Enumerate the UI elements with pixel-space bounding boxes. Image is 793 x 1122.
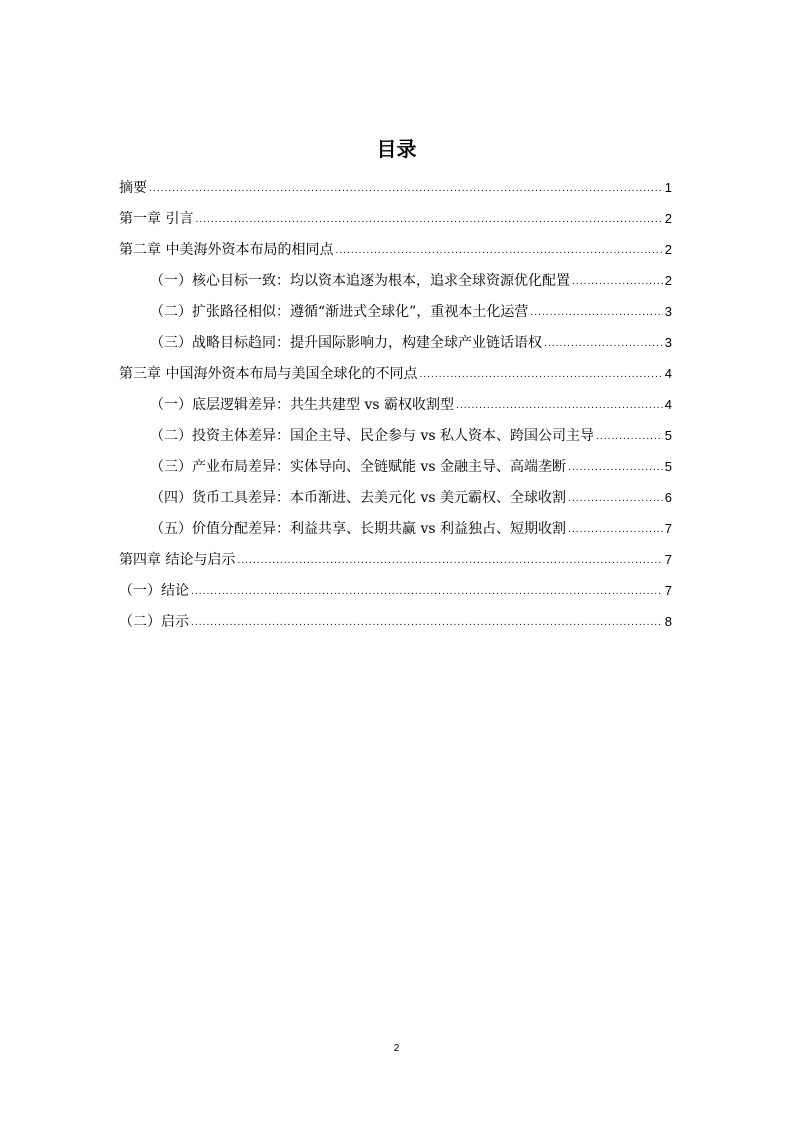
toc-entry-text: （三）产业布局差异：实体导向、全链赋能 vs 金融主导、高端垄断: [150, 459, 566, 475]
toc-entry[interactable]: [119, 544, 672, 575]
toc-entry-text: 第一章 引言: [119, 211, 194, 227]
toc-entry-page: 5: [664, 428, 672, 443]
toc-leader-dots: [335, 236, 662, 267]
toc-entry[interactable]: [119, 172, 672, 203]
toc-entry[interactable]: [119, 296, 672, 327]
toc-entry-page: 7: [664, 521, 672, 536]
toc-entry-text: （二）投资主体差异：国企主导、民企参与 vs 私人资本、跨国公司主导: [150, 428, 594, 444]
toc-entry-page: 7: [664, 552, 672, 567]
toc-entry-page: 4: [664, 366, 672, 381]
toc-entry[interactable]: [119, 234, 672, 265]
toc-entry-page: 6: [664, 490, 672, 505]
toc-leader-dots: [419, 360, 662, 391]
toc-entry-text: （二）启示: [119, 614, 189, 630]
toc-entry-page: 8: [664, 614, 672, 629]
toc-leader-dots: [544, 329, 663, 360]
toc-leader-dots: [195, 205, 662, 236]
toc-leader-dots: [237, 546, 662, 577]
toc-entry-page: 2: [664, 273, 672, 288]
toc-entry-text: （一）底层逻辑差异：共生共建型 vs 霸权收割型: [150, 397, 454, 413]
toc-entry-page: 7: [664, 583, 672, 598]
toc-leader-dots: [456, 391, 663, 422]
toc-leader-dots: [530, 298, 662, 329]
toc-entry-text: （二）扩张路径相似：遵循“渐进式全球化”，重视本土化运营: [150, 304, 529, 320]
toc-entry-text: （四）货币工具差异：本币渐进、去美元化 vs 美元霸权、全球收割: [150, 490, 566, 506]
toc-leader-dots: [568, 453, 663, 484]
toc-entry[interactable]: [119, 327, 672, 358]
toc-entry[interactable]: [119, 575, 672, 606]
toc-leader-dots: [596, 422, 663, 453]
toc-entry[interactable]: [119, 420, 672, 451]
toc-entry-text: （一）结论: [119, 583, 189, 599]
toc-entry[interactable]: [119, 606, 672, 637]
toc-entry[interactable]: [119, 358, 672, 389]
toc-leader-dots: [568, 484, 663, 515]
toc-leader-dots: [568, 515, 663, 546]
toc-entry-text: 第三章 中国海外资本布局与美国全球化的不同点: [119, 366, 418, 382]
toc-entry-page: 2: [664, 242, 672, 257]
toc-entry[interactable]: [119, 265, 672, 296]
toc-leader-dots: [149, 174, 663, 205]
toc-entry-page: 5: [664, 459, 672, 474]
toc-entry[interactable]: [119, 451, 672, 482]
toc-entry-page: 2: [664, 211, 672, 226]
toc-entry-text: （三）战略目标趋同：提升国际影响力，构建全球产业链话语权: [150, 335, 542, 351]
toc-entry-page: 3: [664, 335, 672, 350]
toc-leader-dots: [191, 608, 663, 639]
toc-entry-text: （一）核心目标一致：均以资本追逐为根本，追求全球资源优化配置: [150, 273, 570, 289]
toc-entry-page: 3: [664, 304, 672, 319]
toc-list: [119, 172, 672, 637]
toc-entry-page: 4: [664, 397, 672, 412]
toc-entry-text: 第二章 中美海外资本布局的相同点: [119, 242, 334, 258]
toc-entry[interactable]: [119, 203, 672, 234]
toc-entry[interactable]: [119, 482, 672, 513]
toc-entry-text: （五）价值分配差异：利益共享、长期共赢 vs 利益独占、短期收割: [150, 521, 566, 537]
toc-entry-page: 1: [664, 180, 672, 195]
toc-leader-dots: [191, 577, 663, 608]
toc-leader-dots: [572, 267, 663, 298]
toc-entry-text: 摘要: [119, 180, 147, 196]
page-number: 2: [393, 1043, 400, 1054]
toc-entry-text: 第四章 结论与启示: [119, 552, 236, 568]
toc-entry[interactable]: [119, 513, 672, 544]
toc-entry[interactable]: [119, 389, 672, 420]
toc-title: 目录: [376, 137, 417, 161]
